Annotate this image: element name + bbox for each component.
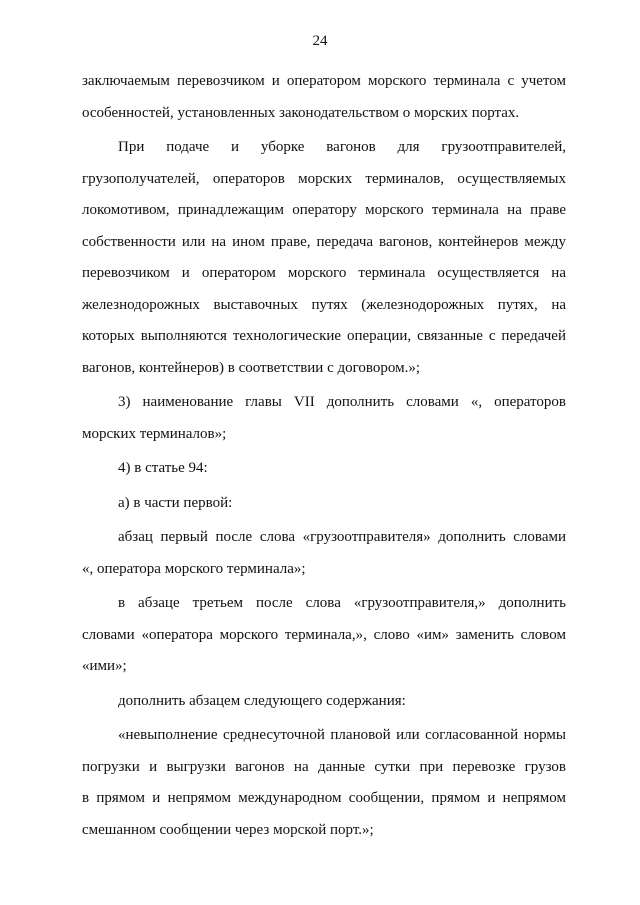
paragraph <box>82 588 566 683</box>
paragraph <box>82 453 566 485</box>
document-body <box>82 66 566 846</box>
text-line: морских терминалов»; <box>82 425 227 442</box>
text-line: которых выполняются технологические операции, связанные с передачей <box>82 328 566 344</box>
text-line: словами «оператора морского терминала,», слово «им» заменить словом <box>82 626 566 643</box>
paragraph <box>82 720 566 846</box>
text-line: а) в части первой: <box>118 494 233 511</box>
text-line: перевозчиком и оператором морского терминала осуществляется на <box>82 265 566 281</box>
paragraph <box>82 686 566 718</box>
text-line: вагонов, контейнеров) в соответствии с договором.»; <box>82 359 420 376</box>
text-line: «, оператора морского терминала»; <box>82 560 306 577</box>
text-line: «невыполнение среднесуточной плановой или согласованной нормы <box>118 727 566 743</box>
text-line: При подаче и уборке вагонов для грузоотправителей, <box>118 139 566 155</box>
text-line: собственности или на ином праве, передача вагонов, контейнеров между <box>82 233 566 250</box>
paragraph <box>82 387 566 450</box>
text-line: абзац первый после слова «грузоотправителя» дополнить словами <box>118 529 566 545</box>
text-line: локомотивом, принадлежащим оператору морского терминала на праве <box>82 202 566 218</box>
text-line: заключаемым перевозчиком и оператором морского терминала с учетом <box>82 73 566 89</box>
text-line: в прямом и непрямом международном сообщении, прямом и непрямом <box>82 790 566 806</box>
text-line: 3) наименование главы VII дополнить словами «, операторов <box>118 394 566 410</box>
page-number: 24 <box>312 33 328 49</box>
paragraph <box>82 488 566 520</box>
text-line: железнодорожных выставочных путях (железнодорожных путях, на <box>82 296 566 313</box>
text-line: погрузки и выгрузки вагонов на данные сутки при перевозке грузов <box>82 758 566 775</box>
paragraph <box>82 522 566 585</box>
text-line: 4) в статье 94: <box>118 460 208 476</box>
text-line: дополнить абзацем следующего содержания: <box>118 692 406 709</box>
text-line: «ими»; <box>82 658 127 674</box>
text-line: смешанном сообщении через морской порт.»; <box>82 821 374 838</box>
text-line: в абзаце третьем после слова «грузоотправителя,» дополнить <box>118 595 566 611</box>
paragraph <box>82 66 566 129</box>
paragraph <box>82 132 566 384</box>
text-line: грузополучателей, операторов морских терминалов, осуществляемых <box>82 170 566 187</box>
text-line: особенностей, установленных законодательством о морских портах. <box>82 104 520 121</box>
